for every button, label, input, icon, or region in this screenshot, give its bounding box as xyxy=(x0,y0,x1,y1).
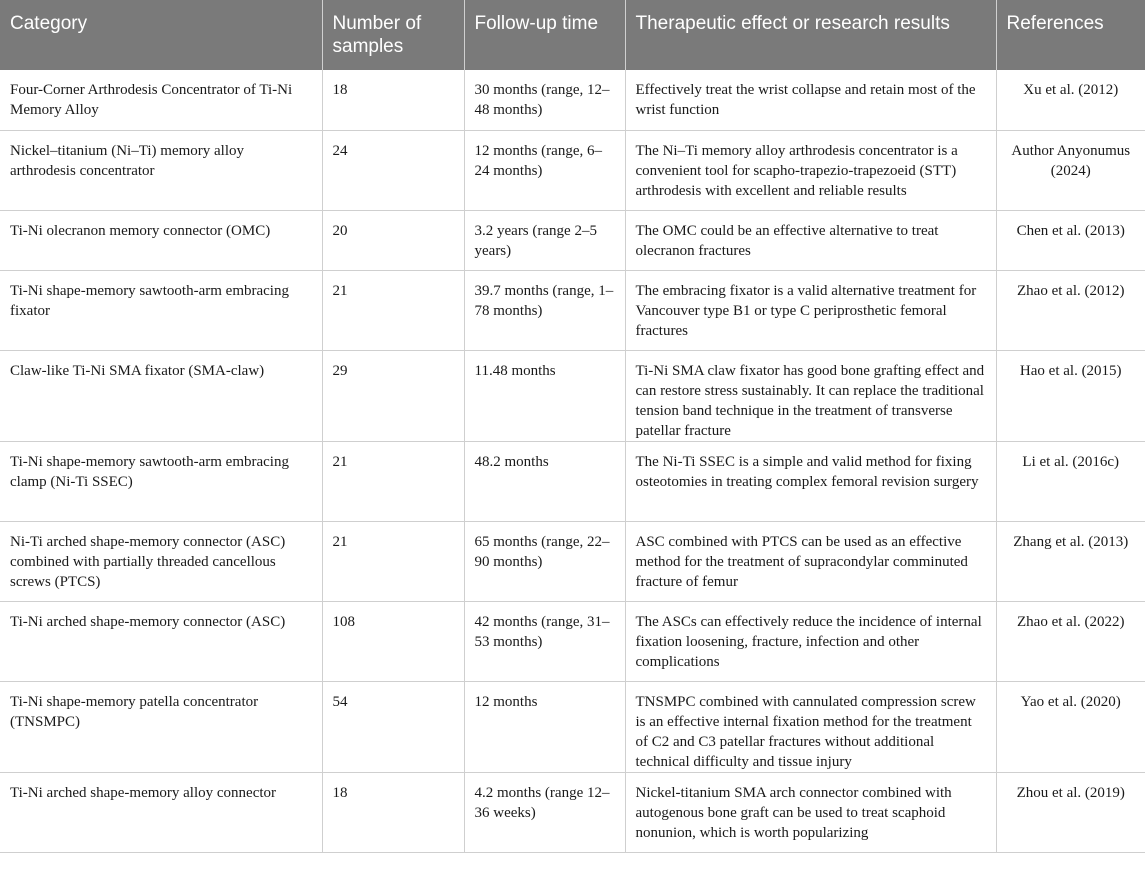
table-row xyxy=(0,601,1145,681)
cell-effect: ASC combined with PTCS can be used as an effective method for the treatment of supracondylar comminuted fracture of femur xyxy=(625,521,996,601)
cell-category: Nickel–titanium (Ni–Ti) memory alloy arthrodesis concentrator xyxy=(0,130,322,210)
cell-followup: 65 months (range, 22–90 months) xyxy=(464,521,625,601)
cell-reference: Zhao et al. (2022) xyxy=(996,601,1145,681)
cell-followup: 12 months xyxy=(464,681,625,772)
table-row xyxy=(0,772,1145,852)
cell-samples: 108 xyxy=(322,601,464,681)
cell-samples: 29 xyxy=(322,350,464,441)
cell-followup: 48.2 months xyxy=(464,441,625,521)
cell-effect: The ASCs can effectively reduce the incidence of internal fixation loosening, fracture, infection and other complications xyxy=(625,601,996,681)
cell-category: Ni-Ti arched shape-memory connector (ASC) combined with partially threaded cancellous screws (PTCS) xyxy=(0,521,322,601)
cell-category: Ti-Ni shape-memory sawtooth-arm embracing clamp (Ni-Ti SSEC) xyxy=(0,441,322,521)
cell-reference: Author Anyonumus (2024) xyxy=(996,130,1145,210)
cell-samples: 21 xyxy=(322,521,464,601)
cell-reference: Xu et al. (2012) xyxy=(996,70,1145,130)
cell-category: Ti-Ni shape-memory patella concentrator (TNSMPC) xyxy=(0,681,322,772)
cell-followup: 30 months (range, 12–48 months) xyxy=(464,70,625,130)
cell-samples: 18 xyxy=(322,70,464,130)
cell-followup: 39.7 months (range, 1–78 months) xyxy=(464,270,625,350)
header-references: References xyxy=(996,0,1145,70)
cell-effect: Ti-Ni SMA claw fixator has good bone grafting effect and can restore stress sustainably. It can replace the traditional tension band technique in the treatment of transverse patellar fracture xyxy=(625,350,996,441)
cell-category: Ti-Ni arched shape-memory alloy connector xyxy=(0,772,322,852)
cell-effect: Nickel-titanium SMA arch connector combined with autogenous bone graft can be used to treat scaphoid nonunion, which is worth popularizing xyxy=(625,772,996,852)
cell-reference: Chen et al. (2013) xyxy=(996,210,1145,270)
header-samples: Number of samples xyxy=(322,0,464,70)
table-row xyxy=(0,270,1145,350)
cell-category: Ti-Ni arched shape-memory connector (ASC) xyxy=(0,601,322,681)
cell-reference: Zhou et al. (2019) xyxy=(996,772,1145,852)
header-row xyxy=(0,0,1145,70)
header-followup: Follow-up time xyxy=(464,0,625,70)
cell-samples: 20 xyxy=(322,210,464,270)
cell-followup: 12 months (range, 6–24 months) xyxy=(464,130,625,210)
table-body xyxy=(0,70,1145,852)
cell-followup: 11.48 months xyxy=(464,350,625,441)
cell-followup: 4.2 months (range 12–36 weeks) xyxy=(464,772,625,852)
cell-category: Claw-like Ti-Ni SMA fixator (SMA-claw) xyxy=(0,350,322,441)
table-row xyxy=(0,350,1145,441)
cell-effect: Effectively treat the wrist collapse and retain most of the wrist function xyxy=(625,70,996,130)
cell-effect: The Ni-Ti SSEC is a simple and valid method for fixing osteotomies in treating complex femoral revision surgery xyxy=(625,441,996,521)
table-row xyxy=(0,681,1145,772)
cell-followup: 3.2 years (range 2–5 years) xyxy=(464,210,625,270)
cell-reference: Yao et al. (2020) xyxy=(996,681,1145,772)
table-row xyxy=(0,70,1145,130)
table-row xyxy=(0,210,1145,270)
table-row xyxy=(0,130,1145,210)
cell-reference: Zhao et al. (2012) xyxy=(996,270,1145,350)
cell-effect: The OMC could be an effective alternative to treat olecranon fractures xyxy=(625,210,996,270)
cell-samples: 21 xyxy=(322,441,464,521)
header-category: Category xyxy=(10,13,88,34)
cell-samples: 54 xyxy=(322,681,464,772)
cell-effect: The Ni–Ti memory alloy arthrodesis concentrator is a convenient tool for scapho-trapezio-trapezoeid (STT) arthrodesis with excellent and reliable results xyxy=(625,130,996,210)
table-row xyxy=(0,441,1145,521)
cell-reference: Zhang et al. (2013) xyxy=(996,521,1145,601)
cell-effect: TNSMPC combined with cannulated compression screw is an effective internal fixation method for the treatment of C2 and C3 patellar fractures without additional technical difficulty and tissue injury xyxy=(625,681,996,772)
cell-reference: Li et al. (2016c) xyxy=(996,441,1145,521)
cell-category: Four-Corner Arthrodesis Concentrator of Ti-Ni Memory Alloy xyxy=(0,70,322,130)
header-effect: Therapeutic effect or research results xyxy=(625,0,996,70)
table-header xyxy=(0,0,1145,70)
cell-samples: 21 xyxy=(322,270,464,350)
cell-reference: Hao et al. (2015) xyxy=(996,350,1145,441)
cell-followup: 42 months (range, 31–53 months) xyxy=(464,601,625,681)
cell-effect: The embracing fixator is a valid alternative treatment for Vancouver type B1 or type C periprosthetic femoral fractures xyxy=(625,270,996,350)
cell-category: Ti-Ni olecranon memory connector (OMC) xyxy=(0,210,322,270)
cell-samples: 18 xyxy=(322,772,464,852)
cell-samples: 24 xyxy=(322,130,464,210)
cell-category: Ti-Ni shape-memory sawtooth-arm embracing fixator xyxy=(0,270,322,350)
table-row xyxy=(0,521,1145,601)
